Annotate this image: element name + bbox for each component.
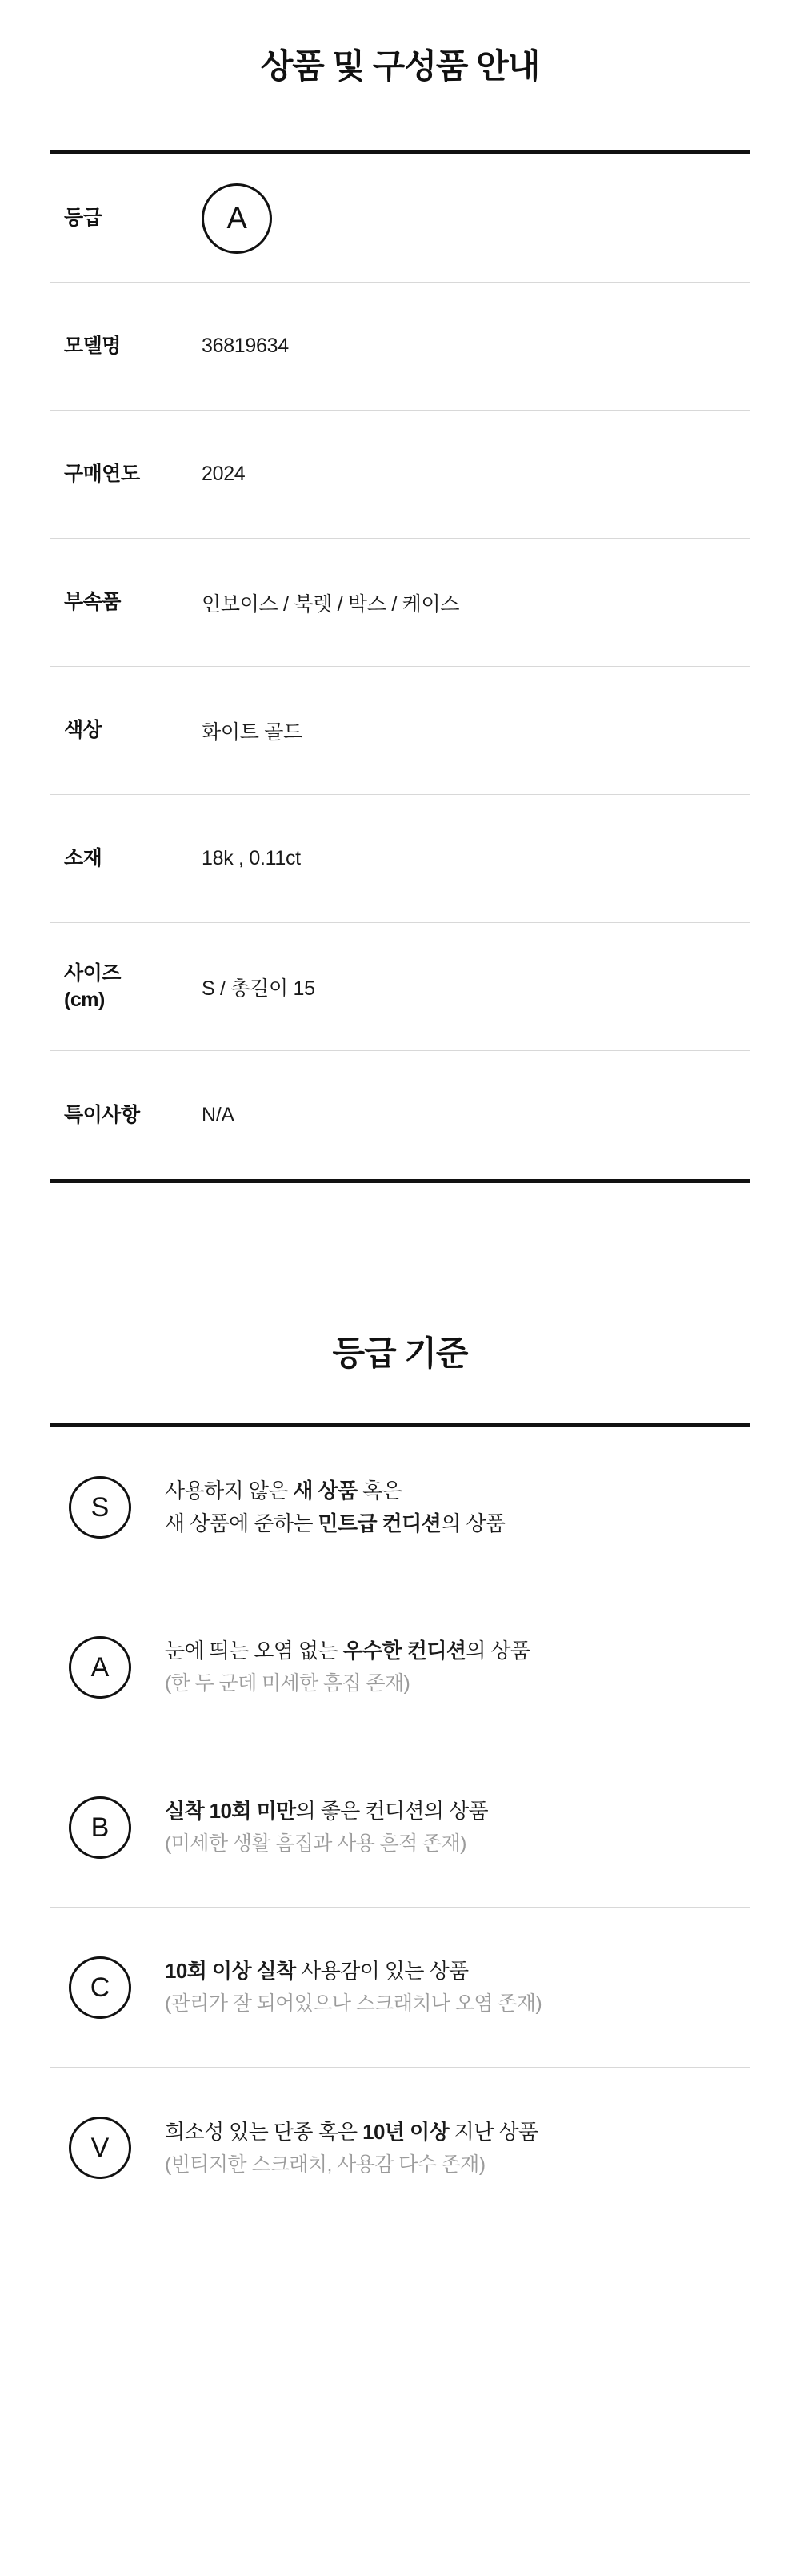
list-item	[50, 2068, 750, 2228]
row-value: 화이트 골드	[202, 720, 302, 744]
criteria-text-plain: 의 좋은 컨디션의 상품	[295, 1799, 489, 1824]
product-info-section	[0, 22, 800, 1183]
criteria-line-1	[165, 1635, 747, 1667]
criteria-text	[165, 2116, 747, 2181]
criteria-text-bold: 민트급 컨디션	[318, 1511, 442, 1535]
row-label: 등급	[64, 207, 102, 230]
criteria-text	[165, 1475, 747, 1539]
criteria-line-2	[165, 1507, 747, 1539]
criteria-text	[165, 1795, 747, 1860]
list-item	[50, 1747, 750, 1908]
criteria-subnote: (미세한 생활 흠집과 사용 흔적 존재)	[165, 1832, 466, 1856]
row-label: 구매연도	[64, 463, 140, 486]
grade-criteria-section	[0, 1327, 800, 2228]
criteria-text-plain: 지난 상품	[449, 2119, 538, 2144]
grade-criteria-title: 등급 기준	[332, 1334, 468, 1373]
table-row	[50, 539, 750, 667]
row-label-line1: 사이즈	[64, 962, 121, 985]
product-info-table	[50, 150, 750, 1183]
criteria-text-bold: 10회 이상 실착	[165, 1959, 296, 1984]
criteria-text-plain: 혹은	[357, 1479, 402, 1503]
table-row	[50, 154, 750, 283]
row-label: 부속품	[64, 591, 121, 614]
criteria-line-1	[165, 1475, 747, 1507]
grade-badge-b: B	[69, 1796, 131, 1859]
row-value: 인보이스 / 북렛 / 박스 / 케이스	[202, 592, 460, 616]
criteria-text-bold: 새 상품	[293, 1479, 358, 1503]
list-item	[50, 1908, 750, 2068]
grade-badge-s: S	[69, 1476, 131, 1539]
list-item	[50, 1427, 750, 1587]
criteria-text-plain: 눈에 띄는 오염 없는	[165, 1639, 343, 1663]
criteria-line-1	[165, 1955, 747, 1987]
row-value: S / 총길이 15	[202, 977, 315, 1000]
criteria-line-1	[165, 1795, 747, 1827]
product-detail-page	[0, 22, 800, 2576]
grade-badge-v: V	[69, 2117, 131, 2179]
criteria-text	[165, 1635, 747, 1699]
row-label-line2: (cm)	[64, 988, 105, 1011]
criteria-text-plain: 사용감이 있는 상품	[295, 1959, 469, 1984]
table-row	[50, 411, 750, 539]
row-value: 36819634	[202, 335, 289, 358]
table-row	[50, 923, 750, 1051]
grade-badge: A	[202, 183, 272, 254]
criteria-text-plain: 의 상품	[466, 1639, 530, 1663]
criteria-line-1	[165, 2116, 747, 2148]
table-row	[50, 795, 750, 923]
row-label: 특이사항	[64, 1103, 140, 1126]
criteria-subnote: (관리가 잘 되어있으나 스크래치나 오염 존재)	[165, 1992, 542, 2016]
table-row	[50, 283, 750, 411]
criteria-text-plain: 의 상품	[441, 1511, 506, 1535]
criteria-text-plain: 희소성 있는 단종 혹은	[165, 2119, 363, 2144]
grade-badge-a: A	[69, 1636, 131, 1699]
criteria-text-bold: 10년 이상	[362, 2119, 450, 2144]
row-value: 2024	[202, 463, 246, 486]
row-label: 모델명	[64, 335, 121, 358]
criteria-subnote: (한 두 군데 미세한 흠집 존재)	[165, 1672, 410, 1695]
row-label: 소재	[64, 847, 102, 870]
grade-badge-c: C	[69, 1956, 131, 2019]
criteria-text-bold: 실착 10회 미만	[165, 1799, 296, 1824]
grade-criteria-table	[50, 1423, 750, 2228]
row-value	[202, 183, 736, 254]
table-row	[50, 667, 750, 795]
list-item	[50, 1587, 750, 1747]
criteria-subnote: (빈티지한 스크래치, 사용감 다수 존재)	[165, 2153, 486, 2176]
criteria-text-bold: 우수한 컨디션	[342, 1639, 466, 1663]
row-label: 색상	[64, 719, 102, 742]
product-info-title: 상품 및 구성품 안내	[260, 47, 540, 86]
row-value: 18k , 0.11ct	[202, 847, 301, 870]
row-value: N/A	[202, 1103, 234, 1126]
table-row	[50, 1051, 750, 1179]
criteria-text-plain: 사용하지 않은	[165, 1479, 294, 1503]
row-label	[64, 961, 202, 1013]
criteria-text-plain: 새 상품에 준하는	[165, 1511, 318, 1535]
criteria-text	[165, 1955, 747, 2020]
